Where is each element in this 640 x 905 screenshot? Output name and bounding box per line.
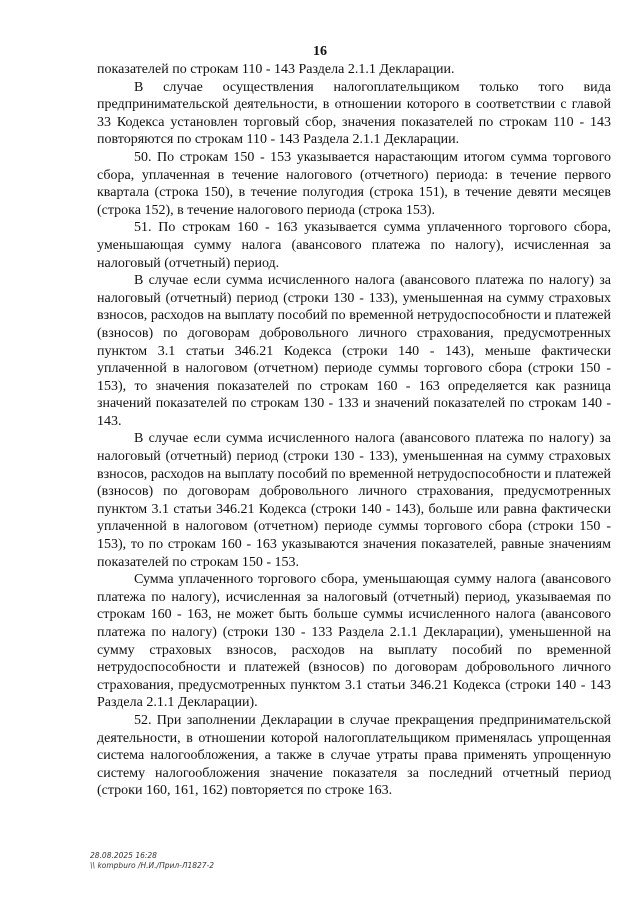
document-body bbox=[97, 61, 611, 800]
paragraph: В случае осуществления налогоплательщиком только того вида предпринимательской деятельности, в отношении которого в соответствии с главой 33 Кодекса установлен торговый сбор, значения показателей по строкам 110 - 143 повторяются по строкам 110 - 143 Раздела 2.1.1 Декларации. bbox=[97, 79, 611, 148]
footer-timestamp: 28.08.2025 16:28 bbox=[90, 851, 157, 860]
paragraph: 50. По строкам 150 - 153 указывается нарастающим итогом сумма торгового сбора, уплаченная в течение налогового (отчетного) периода: в течение первого квартала (строка 150), в течение полугодия (строка 151), в течение девяти месяцев (строка 152), в течение налогового периода (строка 153). bbox=[97, 149, 611, 218]
paragraph: 52. При заполнении Декларации в случае прекращения предпринимательской деятельности, в отношении которой налогоплательщиком применялась упрощенная система налогообложения, а также в случае утраты права применять упрощенную систему налогообложения значение показателя за последний отчетный период (строки 160, 161, 162) повторяется по строке 163. bbox=[97, 712, 611, 799]
paragraph: В случае если сумма исчисленного налога (авансового платежа по налогу) за налоговый (отчетный) период (строки 130 - 133), уменьшенная на сумму страховых взносов, расходов на выплату пособий по временной нетрудоспособности и платежей (взносов) по договорам добровольного личного страхования, предусмотренных пунктом 3.1 статьи 346.21 Кодекса (строки 140 - 143), меньше фактически уплаченной в налоговом (отчетном) периоде суммы торгового сбора (строки 150 - 153), то значения показателей по строкам 160 - 163 определяется как разница значений показателей по строкам 130 - 133 и значений показателей по строкам 140 - 143. bbox=[97, 273, 611, 429]
paragraph: Сумма уплаченного торгового сбора, уменьшающая сумму налога (авансового платежа по налогу), исчисленная за налоговый (отчетный) период, указываемая по строкам 160 - 163, не может быть больше суммы исчисленного налога (авансового платежа по налогу) (строки 130 - 133 Раздела 2.1.1 Декларации), уменьшенной на сумму страховых взносов, расходов на выплату пособий по временной нетрудоспособности и платежей (взносов) по договорам добровольного личного страхования, предусмотренных пунктом 3.1 статьи 346.21 Кодекса (строки 140 - 143 Раздела 2.1.1 Декларации). bbox=[97, 572, 611, 711]
paragraph: 51. По строкам 160 - 163 указывается сумма уплаченного торгового сбора, уменьшающая сумму налога (авансового платежа по налогу), исчисленная за налоговый (отчетный) период. bbox=[97, 220, 611, 271]
paragraph: В случае если сумма исчисленного налога (авансового платежа по налогу) за налоговый (отчетный) период (строки 130 - 133), уменьшенная на сумму страховых взносов, расходов на выплату пособий по временной нетрудоспособности и платежей (взносов) по договорам добровольного личного страхования, предусмотренных пунктом 3.1 статьи 346.21 Кодекса (строки 140 - 143), больше или равна фактически уплаченной в налоговом (отчетном) периоде суммы торгового сбора (строки 150 - 153), то по строкам 160 - 163 указываются значения показателей, равные значениям показателей по строкам 150 - 153. bbox=[97, 431, 611, 570]
document-footer bbox=[90, 851, 214, 871]
footer-file-path: \\ kompburo /Н.И./Прил-Л1827-2 bbox=[90, 861, 215, 870]
paragraph: показателей по строкам 110 - 143 Раздела 2.1.1 Декларации. bbox=[97, 62, 455, 77]
page-number: 16 bbox=[313, 44, 327, 59]
